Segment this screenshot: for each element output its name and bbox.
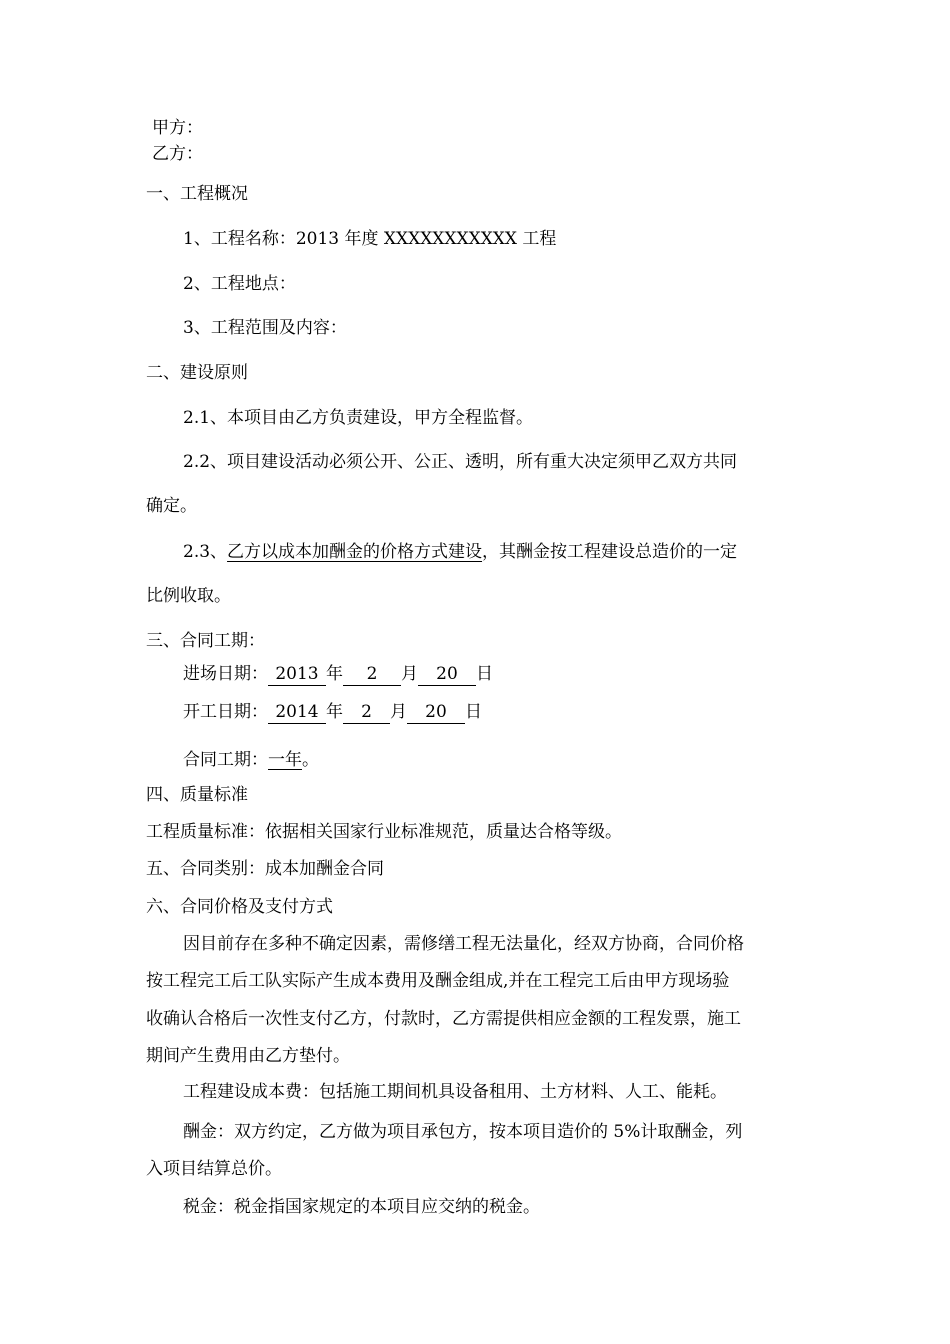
entry-month-unit: 月	[401, 664, 418, 684]
start-day-unit: 日	[465, 702, 482, 722]
contract-period-value: 一年	[268, 750, 302, 770]
party-b-label: 乙方：	[152, 144, 203, 164]
principle-2-2: 2.2、项目建设活动必须公开、公正、透明，所有重大决定须甲乙双方共同	[183, 452, 738, 472]
party-a-label: 甲方：	[152, 118, 203, 138]
price-paragraph-line-4: 期间产生费用由乙方垫付。	[146, 1046, 350, 1066]
quality-standard: 工程质量标准：依据相关国家行业标准规范，质量达合格等级。	[146, 822, 622, 842]
principle-2-3	[183, 540, 737, 564]
tax-line: 税金：税金指国家规定的本项目应交纳的税金。	[183, 1197, 540, 1217]
section-1-heading: 一、工程概况	[146, 184, 248, 204]
start-year-field: 2014	[268, 701, 326, 724]
entry-day-field: 20	[418, 663, 476, 686]
contract-period-row	[183, 748, 319, 772]
section-2-heading: 二、建设原则	[146, 363, 248, 383]
fee-line-2: 入项目结算总价。	[146, 1159, 282, 1179]
principle-2-3-rest: ，其酬金按工程建设总造价的一定	[482, 542, 738, 562]
price-paragraph-line-1: 因目前存在多种不确定因素，需修缮工程无法量化，经双方协商，合同价格	[183, 934, 744, 954]
start-year-unit: 年	[326, 702, 343, 722]
start-date-label: 开工日期：	[183, 702, 268, 722]
contract-period-label: 合同工期：	[183, 750, 268, 770]
start-month-unit: 月	[390, 702, 407, 722]
start-month-field: 2	[343, 701, 390, 724]
principle-2-3-underlined: 乙方以成本加酬金的价格方式建设	[227, 542, 483, 562]
contract-period-end: 。	[302, 750, 319, 770]
project-location: 2、工程地点：	[183, 274, 296, 294]
section-6-heading: 六、合同价格及支付方式	[146, 897, 333, 917]
principle-2-2-cont: 确定。	[146, 496, 197, 516]
project-name: 1、工程名称：2013 年度 XXXXXXXXXXX 工程	[183, 229, 557, 249]
entry-year-field: 2013	[268, 663, 326, 686]
price-paragraph-line-3: 收确认合格后一次性支付乙方，付款时，乙方需提供相应金额的工程发票，施工	[146, 1009, 741, 1029]
entry-month-field: 2	[343, 663, 401, 686]
section-3-heading: 三、合同工期：	[146, 631, 265, 651]
principle-2-3-prefix: 2.3、	[183, 542, 228, 562]
project-scope: 3、工程范围及内容：	[183, 318, 347, 338]
start-day-field: 20	[407, 701, 465, 724]
entry-date-label: 进场日期：	[183, 664, 268, 684]
start-date-row	[183, 700, 482, 724]
section-5-contract-type: 五、合同类别：成本加酬金合同	[146, 859, 384, 879]
fee-line-1: 酬金：双方约定，乙方做为项目承包方，按本项目造价的 5%计取酬金，列	[183, 1122, 743, 1142]
construction-cost: 工程建设成本费：包括施工期间机具设备租用、土方材料、人工、能耗。	[183, 1082, 727, 1102]
price-paragraph-line-2: 按工程完工后工队实际产生成本费用及酬金组成,并在工程完工后由甲方现场验	[146, 971, 730, 991]
principle-2-1: 2.1、本项目由乙方负责建设，甲方全程监督。	[183, 408, 534, 428]
entry-day-unit: 日	[476, 664, 493, 684]
entry-date-row	[183, 662, 493, 686]
section-4-heading: 四、质量标准	[146, 785, 248, 805]
principle-2-3-cont: 比例收取。	[146, 586, 231, 606]
entry-year-unit: 年	[326, 664, 343, 684]
